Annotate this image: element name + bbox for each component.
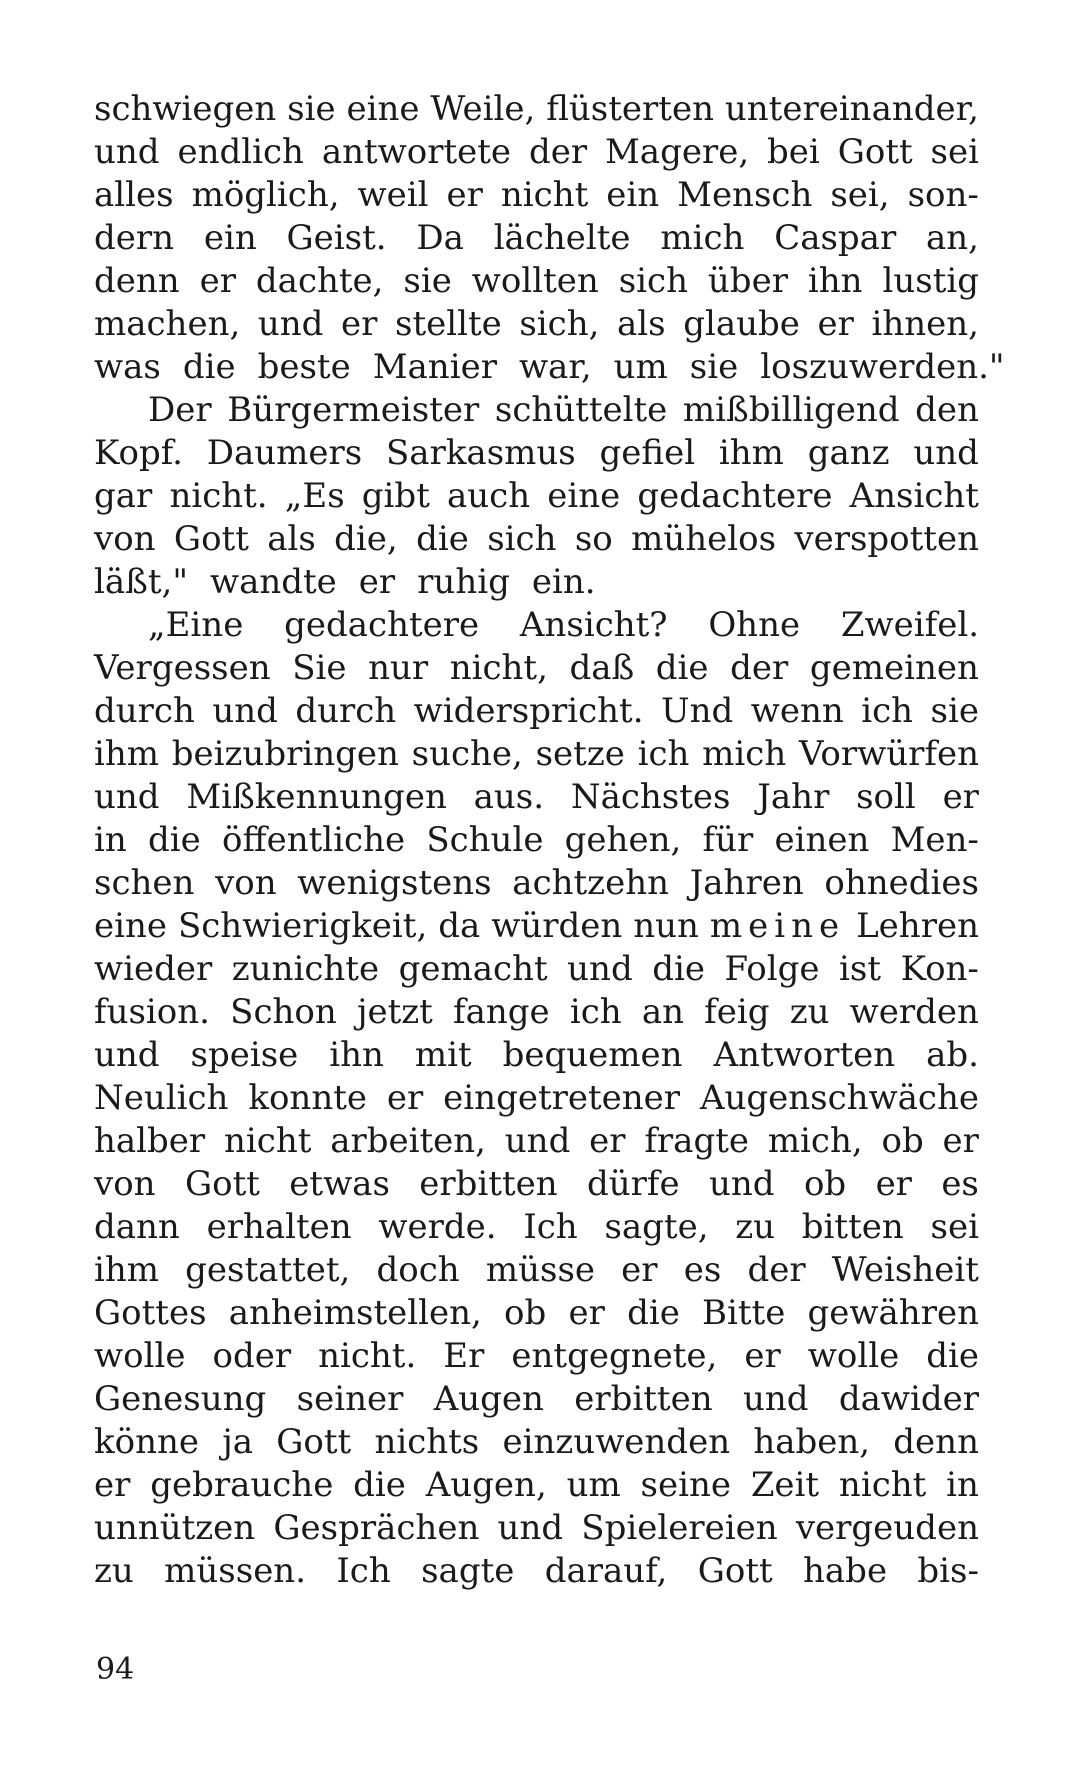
word: und <box>913 433 979 473</box>
word: nichts <box>374 1422 480 1462</box>
word: er <box>358 562 396 602</box>
word: einzuwenden <box>502 1422 731 1462</box>
word: halber <box>94 1121 206 1161</box>
word: und <box>709 1164 775 1204</box>
word: gar <box>94 476 153 516</box>
word: Ohne <box>708 605 801 645</box>
word: in <box>946 1465 979 1505</box>
text-line <box>94 1120 979 1163</box>
text-line <box>94 389 979 432</box>
word: da <box>438 906 481 946</box>
word: war, <box>518 347 592 387</box>
word: es <box>683 1250 722 1290</box>
word: sie <box>287 89 336 129</box>
word: ihn <box>329 1035 384 1075</box>
text-line <box>94 174 979 217</box>
word: er <box>589 1121 626 1161</box>
word: mit <box>414 1035 472 1075</box>
word: sich, <box>519 304 600 344</box>
word: bei <box>767 132 820 172</box>
page-number: 94 <box>96 1652 135 1687</box>
word: sie <box>689 347 739 387</box>
word: ganz <box>807 433 890 473</box>
word: glaube <box>683 304 800 344</box>
word: dawider <box>838 1379 979 1419</box>
word: und <box>94 132 160 172</box>
word: Manier <box>372 347 497 387</box>
word: er <box>446 175 483 215</box>
word: Gesprächen <box>273 1508 480 1548</box>
word: sie <box>930 691 979 731</box>
word: anheimstellen, <box>228 1293 482 1333</box>
word: die <box>353 1465 406 1505</box>
text-line <box>94 561 979 604</box>
text-line <box>94 217 979 260</box>
word: erhalten <box>206 1207 352 1247</box>
word: Jahren <box>689 863 804 903</box>
word: lächelte <box>493 218 631 258</box>
word: nicht <box>838 1465 927 1505</box>
word: wolle <box>94 1336 186 1376</box>
word: müsse <box>485 1250 596 1290</box>
word: mich, <box>767 1121 863 1161</box>
word: untereinander, <box>724 89 979 129</box>
word: und <box>742 1379 809 1419</box>
word: darauf, <box>544 1551 668 1591</box>
word: Schwierigkeit, <box>177 906 428 946</box>
word: loszuwerden." <box>760 347 1005 387</box>
word: erbitten <box>419 1164 558 1204</box>
word: Bürgermeister <box>227 390 480 430</box>
word: gedachtere <box>637 476 833 516</box>
word: mich <box>660 218 745 258</box>
word: meine <box>709 906 846 946</box>
word: die, <box>334 519 398 559</box>
word: verspotten <box>794 519 979 559</box>
word: habe <box>803 1551 888 1591</box>
word: fragte <box>644 1121 749 1161</box>
text-line <box>94 991 979 1034</box>
word: läßt," <box>94 562 188 602</box>
word: Sarkasmus <box>386 433 576 473</box>
word: wenn <box>750 691 844 731</box>
word: Gottes <box>94 1293 207 1333</box>
text-line <box>94 518 979 561</box>
word: gedachtere <box>284 605 480 645</box>
word: fusion. <box>94 992 210 1032</box>
word: soll <box>856 777 916 817</box>
word: von <box>94 519 156 559</box>
body-text <box>94 88 1005 1593</box>
word: ohnedies <box>824 863 979 903</box>
word: gefiel <box>599 433 696 473</box>
word: Geist. <box>286 218 387 258</box>
word: sei <box>930 132 979 172</box>
word: Schule <box>426 820 544 860</box>
word: etwas <box>289 1164 390 1204</box>
word: Nächstes <box>570 777 731 817</box>
word: schwiegen <box>94 89 277 129</box>
word: Sie <box>292 648 347 688</box>
word: „Eine <box>148 605 244 645</box>
word: Weile, <box>430 89 536 129</box>
word: auch <box>447 476 531 516</box>
word: gibt <box>361 476 430 516</box>
text-line <box>94 1507 979 1550</box>
word: arbeiten, <box>330 1121 486 1161</box>
word: jetzt <box>356 992 433 1032</box>
word: Zweifel. <box>840 605 979 645</box>
word: Da <box>416 218 464 258</box>
word: mühelos <box>631 519 777 559</box>
word: er <box>744 1336 781 1376</box>
word: von <box>215 863 277 903</box>
word: Men- <box>890 820 979 860</box>
word: gehen, <box>564 820 682 860</box>
word: der <box>730 648 789 688</box>
text-line <box>94 131 979 174</box>
word: nicht. <box>318 1336 417 1376</box>
text-line <box>94 1163 979 1206</box>
text-line <box>94 1464 979 1507</box>
word: um <box>566 1465 621 1505</box>
text-line <box>94 862 979 905</box>
word: Vorwürfen <box>798 734 979 774</box>
word: vergeuden <box>795 1508 979 1548</box>
text-line <box>94 432 979 475</box>
word: zu <box>789 992 830 1032</box>
word: die <box>655 648 709 688</box>
word: feig <box>704 992 770 1032</box>
word: Und <box>660 691 734 731</box>
word: antwortete <box>321 132 512 172</box>
word: gemeinen <box>809 648 979 688</box>
text-line <box>94 819 979 862</box>
word: sei <box>930 1207 979 1247</box>
word: öffentliche <box>221 820 406 860</box>
word: wollten <box>471 261 599 301</box>
word: zu <box>735 1207 776 1247</box>
text-line <box>94 1206 979 1249</box>
word: an, <box>926 218 979 258</box>
word: nicht, <box>449 648 548 688</box>
text-line <box>94 1249 979 1292</box>
word: die <box>627 1293 680 1333</box>
word: um <box>613 347 668 387</box>
word: seiner <box>296 1379 404 1419</box>
word: er <box>341 304 378 344</box>
word: möglich, <box>191 175 340 215</box>
word: wieder <box>94 949 213 989</box>
word: er <box>817 304 854 344</box>
word: ruhig <box>417 562 510 602</box>
word: mißbilligend <box>682 390 900 430</box>
word: Lehren <box>856 906 979 946</box>
text-line <box>94 1378 979 1421</box>
word: ein <box>606 175 660 215</box>
word: suche, <box>411 734 523 774</box>
word: ein. <box>531 562 596 602</box>
word: Schon <box>230 992 337 1032</box>
word: denn <box>94 261 180 301</box>
word: eine <box>547 476 621 516</box>
word: Mißkennungen <box>186 777 447 817</box>
word: durch <box>295 691 397 731</box>
word: Spielereien <box>581 1508 778 1548</box>
word: endlich <box>177 132 304 172</box>
text-line <box>94 88 979 131</box>
word: konnte <box>248 1078 368 1118</box>
word: setze <box>535 734 625 774</box>
word: Neulich <box>94 1078 229 1118</box>
word: ab. <box>926 1035 979 1075</box>
word: wolle <box>807 1336 900 1376</box>
word: Bitte <box>702 1293 786 1333</box>
text-line <box>94 260 979 303</box>
word: dürfe <box>587 1164 680 1204</box>
word: von <box>94 1164 156 1204</box>
text-line <box>94 303 979 346</box>
word: würden <box>491 906 623 946</box>
word: Jahr <box>757 777 830 817</box>
word: er <box>942 1121 979 1161</box>
word: Gott <box>184 1164 260 1204</box>
word: werden <box>849 992 979 1032</box>
word: sich <box>487 519 557 559</box>
word: nicht <box>500 175 589 215</box>
word: widerspricht. <box>413 691 644 731</box>
word: über <box>707 261 788 301</box>
word: er <box>942 777 979 817</box>
word: Der <box>148 390 212 430</box>
word: sei, <box>830 175 890 215</box>
text-line <box>94 776 979 819</box>
word: bis- <box>917 1551 979 1591</box>
word: nur <box>368 648 429 688</box>
word: son- <box>907 175 979 215</box>
word: Kopf. <box>94 433 183 473</box>
word: Caspar <box>774 218 897 258</box>
word: ist <box>839 949 882 989</box>
word: bitten <box>801 1207 904 1247</box>
word: und <box>94 777 160 817</box>
word: und <box>567 949 633 989</box>
word: ob <box>803 1164 847 1204</box>
word: die <box>652 949 706 989</box>
word: ihnen, <box>871 304 979 344</box>
word: Ansicht <box>849 476 979 516</box>
word: sich <box>618 261 688 301</box>
word: seine <box>640 1465 731 1505</box>
word: speise <box>190 1035 299 1075</box>
word: und <box>212 691 278 731</box>
word: nicht. <box>169 476 268 516</box>
word: er <box>568 1293 605 1333</box>
word: sagte, <box>604 1207 709 1247</box>
word: ja <box>222 1422 254 1462</box>
word: was <box>94 347 161 387</box>
word: weil <box>357 175 429 215</box>
word: zu <box>94 1551 134 1591</box>
word: Antworten <box>713 1035 896 1075</box>
word: beste <box>257 347 351 387</box>
text-line <box>94 1034 979 1077</box>
text-line <box>94 1292 979 1335</box>
word: die <box>148 820 201 860</box>
word: ob <box>504 1293 547 1333</box>
word: schen <box>94 863 195 903</box>
word: als <box>617 304 666 344</box>
word: gebrauche <box>150 1465 334 1505</box>
text-line <box>94 604 979 647</box>
word: denn <box>893 1422 979 1462</box>
word: aus. <box>473 777 545 817</box>
word: der <box>747 1250 806 1290</box>
word: Daumers <box>206 433 363 473</box>
text-line <box>94 647 979 690</box>
word: zunichte <box>231 949 380 989</box>
word: machen, <box>94 304 241 344</box>
word: nun <box>633 906 699 946</box>
word: erbitten <box>574 1379 713 1419</box>
word: für <box>702 820 754 860</box>
word: Genesung <box>94 1379 267 1419</box>
word: dachte, <box>255 261 384 301</box>
text-line <box>94 1335 979 1378</box>
word: die <box>182 347 236 387</box>
word: lustig <box>882 261 979 301</box>
word: wenigstens <box>297 863 492 903</box>
word: und <box>257 304 324 344</box>
word: nicht <box>224 1121 312 1161</box>
word: mich <box>702 734 787 774</box>
word: dern <box>94 218 175 258</box>
word: stellte <box>395 304 502 344</box>
word: so <box>574 519 613 559</box>
word: schüttelte <box>494 390 668 430</box>
word: die <box>926 1336 979 1376</box>
word: als <box>267 519 316 559</box>
word: Folge <box>724 949 820 989</box>
word: einen <box>774 820 870 860</box>
word: werde. <box>378 1207 497 1247</box>
word: achtzehn <box>512 863 669 903</box>
word: ihm <box>94 734 160 774</box>
word: er <box>199 261 236 301</box>
word: die <box>416 519 469 559</box>
word: gewähren <box>807 1293 979 1333</box>
text-line <box>94 475 979 518</box>
word: und <box>504 1121 571 1161</box>
word: Vergessen <box>94 648 271 688</box>
word: Augenschwäche <box>699 1078 979 1118</box>
word: beizubringen <box>171 734 399 774</box>
word: eine <box>94 906 168 946</box>
word: sagte <box>421 1551 515 1591</box>
word: könne <box>94 1422 199 1462</box>
word: Zeit <box>750 1465 820 1505</box>
word: Gott <box>697 1551 773 1591</box>
word: Kon- <box>900 949 979 989</box>
word: haben, <box>753 1422 871 1462</box>
word: ihm <box>94 1250 160 1290</box>
word: er <box>94 1465 131 1505</box>
word: er <box>875 1164 912 1204</box>
word: Gott <box>837 132 913 172</box>
word: durch <box>94 691 195 731</box>
text-line <box>94 1550 979 1593</box>
word: dann <box>94 1207 180 1247</box>
word: Augen <box>433 1379 544 1419</box>
word: ob <box>881 1121 924 1161</box>
word: fange <box>453 992 550 1032</box>
word: „Es <box>284 476 345 516</box>
text-line <box>94 948 979 991</box>
word: wandte <box>209 562 337 602</box>
word: Er <box>443 1336 485 1376</box>
word: und <box>497 1508 564 1548</box>
word: flüsterten <box>546 89 714 129</box>
word: an <box>641 992 684 1032</box>
text-line <box>94 733 979 776</box>
word: eine <box>346 89 420 129</box>
word: entgegnete, <box>511 1336 718 1376</box>
word: ich <box>861 691 914 731</box>
word: in <box>94 820 127 860</box>
word: den <box>915 390 979 430</box>
word: und <box>94 1035 160 1075</box>
word: eingetretener <box>443 1078 681 1118</box>
word: oder <box>212 1336 292 1376</box>
word: Ich <box>523 1207 578 1247</box>
word: ihm <box>718 433 784 473</box>
word: müssen. <box>164 1551 307 1591</box>
word: gemacht <box>398 949 548 989</box>
word: ich <box>637 734 690 774</box>
word: ich <box>569 992 622 1032</box>
text-line <box>94 690 979 733</box>
word: Ich <box>336 1551 391 1591</box>
word: Mensch <box>677 175 813 215</box>
word: er <box>621 1250 658 1290</box>
word: es <box>941 1164 979 1204</box>
text-line <box>94 346 1005 389</box>
text-line <box>94 1421 979 1464</box>
word: bequemen <box>502 1035 683 1075</box>
word: ein <box>203 218 257 258</box>
word: Augen, <box>425 1465 547 1505</box>
word: doch <box>376 1250 460 1290</box>
word: sie <box>403 261 452 301</box>
text-line <box>94 905 979 948</box>
word: alles <box>94 175 174 215</box>
word: der <box>528 132 588 172</box>
word: unnützen <box>94 1508 256 1548</box>
word: Gott <box>173 519 249 559</box>
word: Magere, <box>604 132 750 172</box>
text-line <box>94 1077 979 1120</box>
word: Weisheit <box>831 1250 979 1290</box>
word: gestattet, <box>185 1250 351 1290</box>
word: Gott <box>276 1422 352 1462</box>
word: ihn <box>807 261 863 301</box>
word: daß <box>569 648 635 688</box>
word: Ansicht? <box>519 605 668 645</box>
word: er <box>386 1078 424 1118</box>
